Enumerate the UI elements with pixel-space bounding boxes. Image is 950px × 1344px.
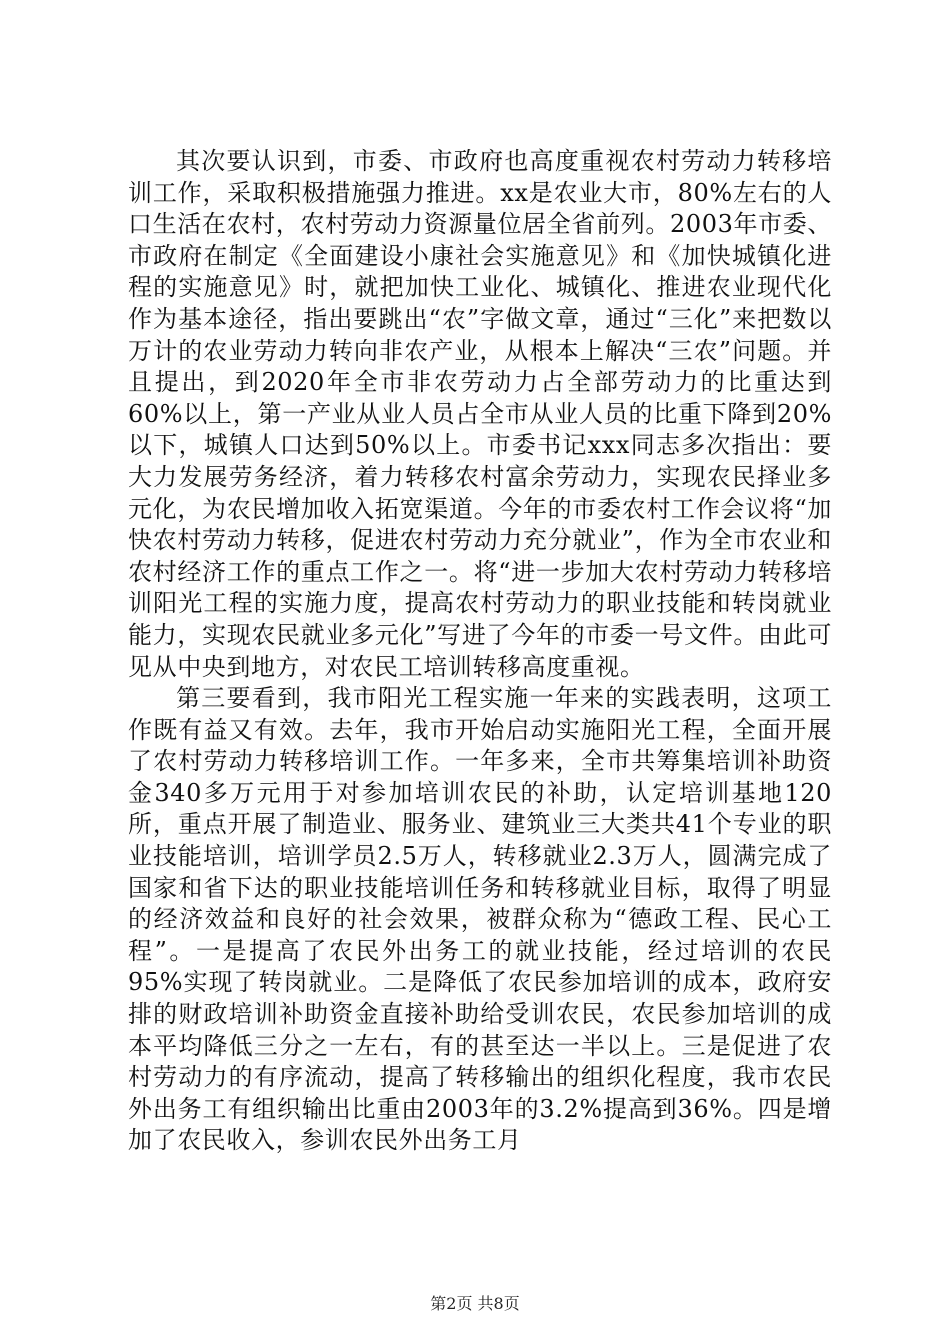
document-body: [128, 146, 832, 1157]
paragraph-2: 第三要看到，我市阳光工程实施一年来的实践表明，这项工作既有益又有效。去年，我市开始启动实施阳光工程，全面开展了农村劳动力转移培训工作。一年多来，全市共筹集培训补助资金340多万元用于对参加培训农民的补助，认定培训基地120所，重点开展了制造业、服务业、建筑业三大类共41个专业的职业技能培训，培训学员2.5万人，转移就业2.3万人，圆满完成了国家和省下达的职业技能培训任务和转移就业目标，取得了明显的经济效益和良好的社会效果，被群众称为“德政工程、民心工程”。一是提高了农民外出务工的就业技能，经过培训的农民95%实现了转岗就业。二是降低了农民参加培训的成本，政府安排的财政培训补助资金直接补助给受训农民，农民参加培训的成本平均降低三分之一左右，有的甚至达一半以上。三是促进了农村劳动力的有序流动，提高了转移输出的组织化程度，我市农民外出务工有组织输出比重由2003年的3.2%提高到36%。四是增加了农民收入，参训农民外出务工月: [128, 684, 832, 1155]
page-number-footer: 第2页 共8页: [430, 1294, 520, 1313]
paragraph-1: 其次要认识到，市委、市政府也高度重视农村劳动力转移培训工作，采取积极措施强力推进。xx是农业大市，80%左右的人口生活在农村，农村劳动力资源量位居全省前列。2003年市委、市政府在制定《全面建设小康社会实施意见》和《加快城镇化进程的实施意见》时，就把加快工业化、城镇化、推进农业现代化作为基本途径，指出要跳出“农”字做文章，通过“三化”来把数以万计的农业劳动力转向非农产业，从根本上解决“三农”问题。并且提出，到2020年全市非农劳动力占全部劳动力的比重达到60%以上，第一产业从业人员占全市从业人员的比重下降到20%以下，城镇人口达到50%以上。市委书记xxx同志多次指出：要大力发展劳务经济，着力转移农村富余劳动力，实现农民择业多元化，为农民增加收入拓宽渠道。今年的市委农村工作会议将“加快农村劳动力转移，促进农村劳动力充分就业”，作为全市农业和农村经济工作的重点工作之一。将“进一步加大农村劳动力转移培训阳光工程的实施力度，提高农村劳动力的职业技能和转岗就业能力，实现农民就业多元化”写进了今年的市委一号文件。由此可见从中央到地方，对农民工培训转移高度重视。: [128, 147, 832, 681]
